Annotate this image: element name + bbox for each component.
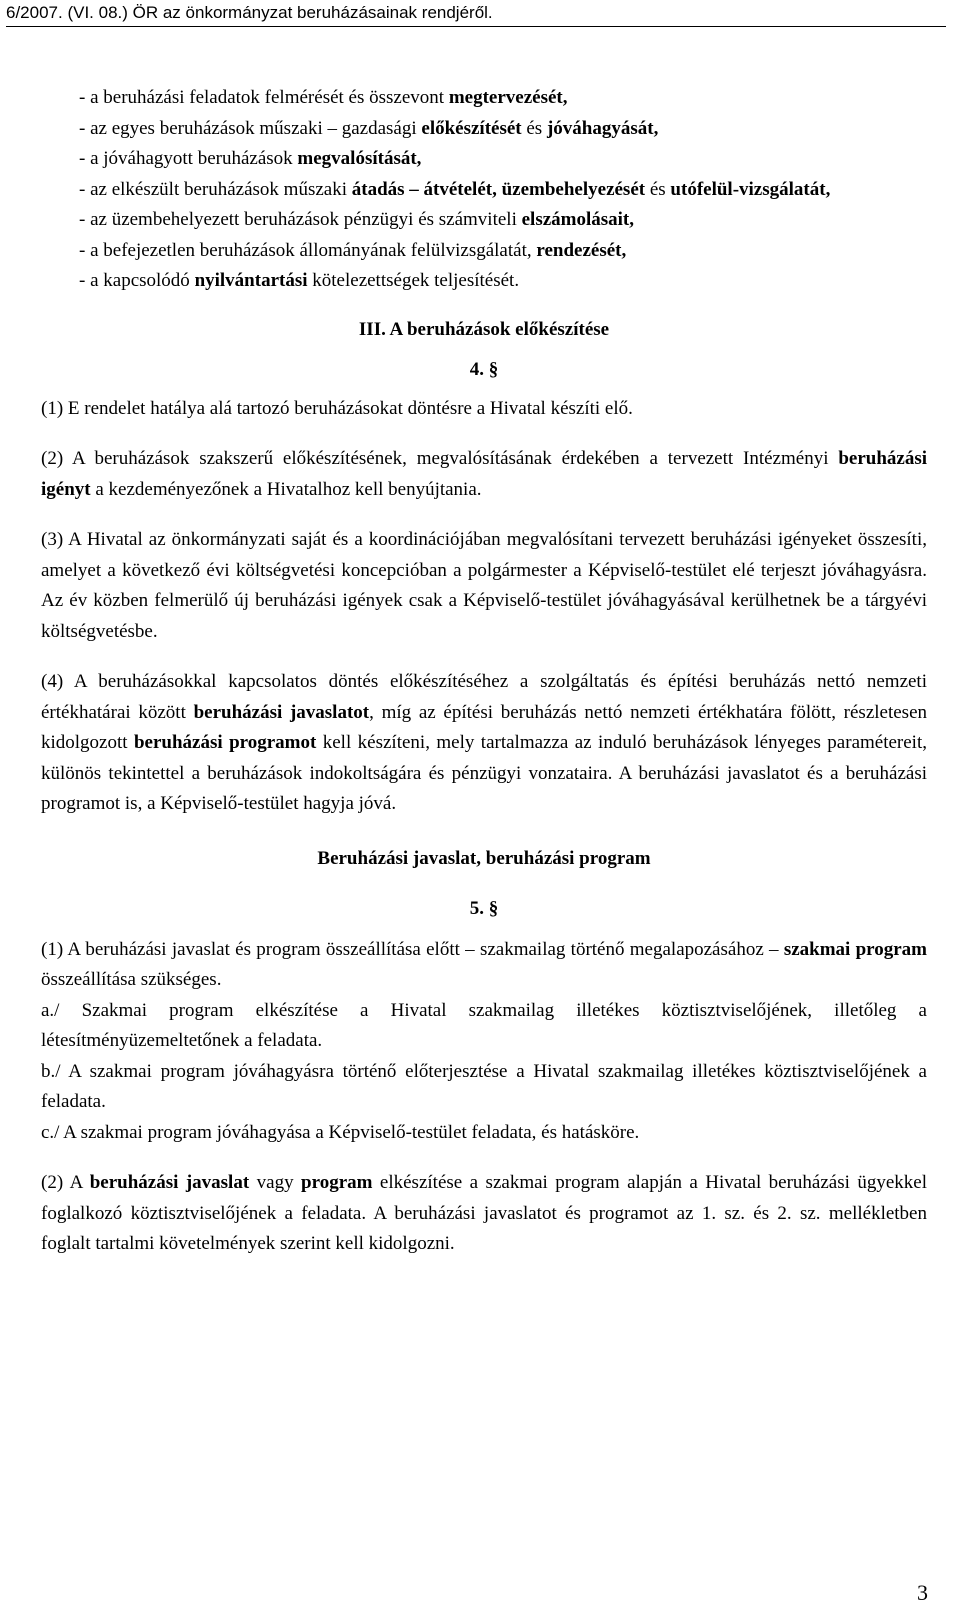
- paragraph-number: 4. §: [469, 359, 499, 380]
- paragraph-text: , míg az építési beruházás nettó nemzeti értékhatára fölött, részletesen kidolgozott: [41, 701, 928, 753]
- list-item: [41, 205, 927, 236]
- list-text: - az egyes beruházások műszaki – gazdasági: [79, 117, 422, 139]
- list-bold: utófelül-vizsgálatát,: [670, 178, 831, 200]
- list-text: - a jóváhagyott beruházások: [79, 148, 298, 169]
- paragraph: [41, 1168, 927, 1260]
- paragraph-number: 5. §: [469, 898, 499, 919]
- list-item: [41, 175, 927, 206]
- list-text: és: [521, 117, 547, 139]
- paragraph-text: (2) A beruházások szakszerű előkészítésének, megvalósításának érdekében a tervezett Intézményi: [41, 448, 839, 469]
- paragraph-text: (2) A: [41, 1172, 90, 1193]
- list-item: [41, 114, 927, 145]
- page-number: 3: [917, 1580, 928, 1605]
- list-item: [41, 236, 927, 267]
- paragraph: (3) A Hivatal az önkormányzati saját és a koordinációjában megvalósítani tervezett beruházási igényeket összesíti, amelyet a következő évi költségvetési koncepcióban a polgármester a Képviselő-testület elé terjeszt jóváhagyásra. Az év közben felmerülő új beruházási igények csak a Képviselő-testület jóváhagyásával kerülhetnek be a tárgyévi költségvetésbe.: [41, 529, 927, 642]
- paragraph: [41, 935, 927, 996]
- page-header: [6, 2, 946, 27]
- list-bold: előkészítését: [421, 117, 522, 139]
- list-bold: átadás – átvételét, üzembehelyezését: [351, 178, 646, 200]
- paragraph-bold: program: [301, 1172, 373, 1193]
- list-bold: nyilvántartási: [194, 270, 308, 291]
- list-text: - a kapcsolódó: [79, 270, 195, 291]
- header-title: 6/2007. (VI. 08.) ÖR az önkormányzat beruházásainak rendjéről.: [6, 3, 493, 22]
- paragraph-text: vagy: [249, 1172, 302, 1193]
- paragraph-bold: beruházási javaslatot: [193, 701, 370, 723]
- paragraph-text: összeállítása szükséges.: [41, 969, 222, 990]
- list-text: - az üzembehelyezett beruházások pénzügyi és számviteli: [79, 209, 522, 230]
- document-body: [41, 83, 927, 1260]
- paragraph-text: (1) A beruházási javaslat és program összeállítása előtt – szakmailag történő megalapozásához –: [41, 938, 784, 960]
- paragraph-text: elkészítése a szakmai program alapján a Hivatal beruházási ügyekkel foglalkozó köztisztviselőjének a feladata. A beruházási javaslatot és programot az 1. sz. és 2. sz. mellékletben foglalt tartalmi követelmények szerint kell kidolgozni.: [41, 1172, 928, 1254]
- section-title: III. A beruházások előkészítése: [358, 318, 610, 340]
- paragraph-bold: beruházási javaslat: [89, 1172, 250, 1193]
- paragraph-bold: beruházási programot: [133, 732, 317, 753]
- list-item: [41, 144, 927, 175]
- list-text: kötelezettségek teljesítését.: [307, 270, 520, 291]
- sub-item-c: c./ A szakmai program jóváhagyása a Képviselő-testület feladata, és hatásköre.: [41, 1121, 640, 1143]
- paragraph: [41, 444, 927, 505]
- paragraph-text: kell készíteni, mely tartalmazza az induló beruházások lényeges paramétereit, különös tekintettel a beruházások indokoltságára és pénzügyi vonzataira. A beruházási javaslatot és a beruházási programot is, a Képviselő-testület hagyja jóvá.: [41, 732, 927, 814]
- list-item: [41, 83, 927, 114]
- paragraph: [41, 667, 927, 820]
- sub-item-a: a./ Szakmai program elkészítése a Hivatal szakmailag illetékes köztisztviselőjének, illetőleg a létesítményüzemeltetőnek a feladata.: [41, 999, 927, 1051]
- list-text: és: [645, 178, 671, 200]
- paragraph-text: a kezdeményezőnek a Hivatalhoz kell benyújtania.: [90, 478, 482, 500]
- list-bold: rendezését,: [536, 239, 627, 261]
- list-text: - a beruházási feladatok felmérését és összevont: [79, 87, 449, 108]
- list-bold: jóváhagyását,: [546, 117, 659, 139]
- list-bold: elszámolásait,: [521, 209, 635, 230]
- paragraph-bold: beruházási igényt: [41, 448, 927, 500]
- list-text: - a befejezetlen beruházások állományának felülvizsgálatát,: [79, 239, 537, 261]
- paragraph: (1) E rendelet hatálya alá tartozó beruházásokat döntésre a Hivatal készíti elő.: [41, 397, 633, 419]
- list-bold: megvalósítását,: [297, 148, 422, 169]
- list-bold: megtervezését,: [448, 87, 568, 108]
- paragraph-bold: szakmai program: [783, 938, 928, 960]
- sub-item-b: b./ A szakmai program jóváhagyásra történő előterjesztése a Hivatal szakmailag illetékes köztisztviselőjének a feladata.: [41, 1060, 927, 1112]
- paragraph-text: (4) A beruházásokkal kapcsolatos döntés előkészítéséhez a szolgáltatás és építési beruházás nettó nemzeti értékhatárai között: [41, 671, 927, 723]
- section-title: Beruházási javaslat, beruházási program: [317, 847, 651, 869]
- list-text: - az elkészült beruházások műszaki: [79, 178, 352, 200]
- list-item: [41, 266, 927, 297]
